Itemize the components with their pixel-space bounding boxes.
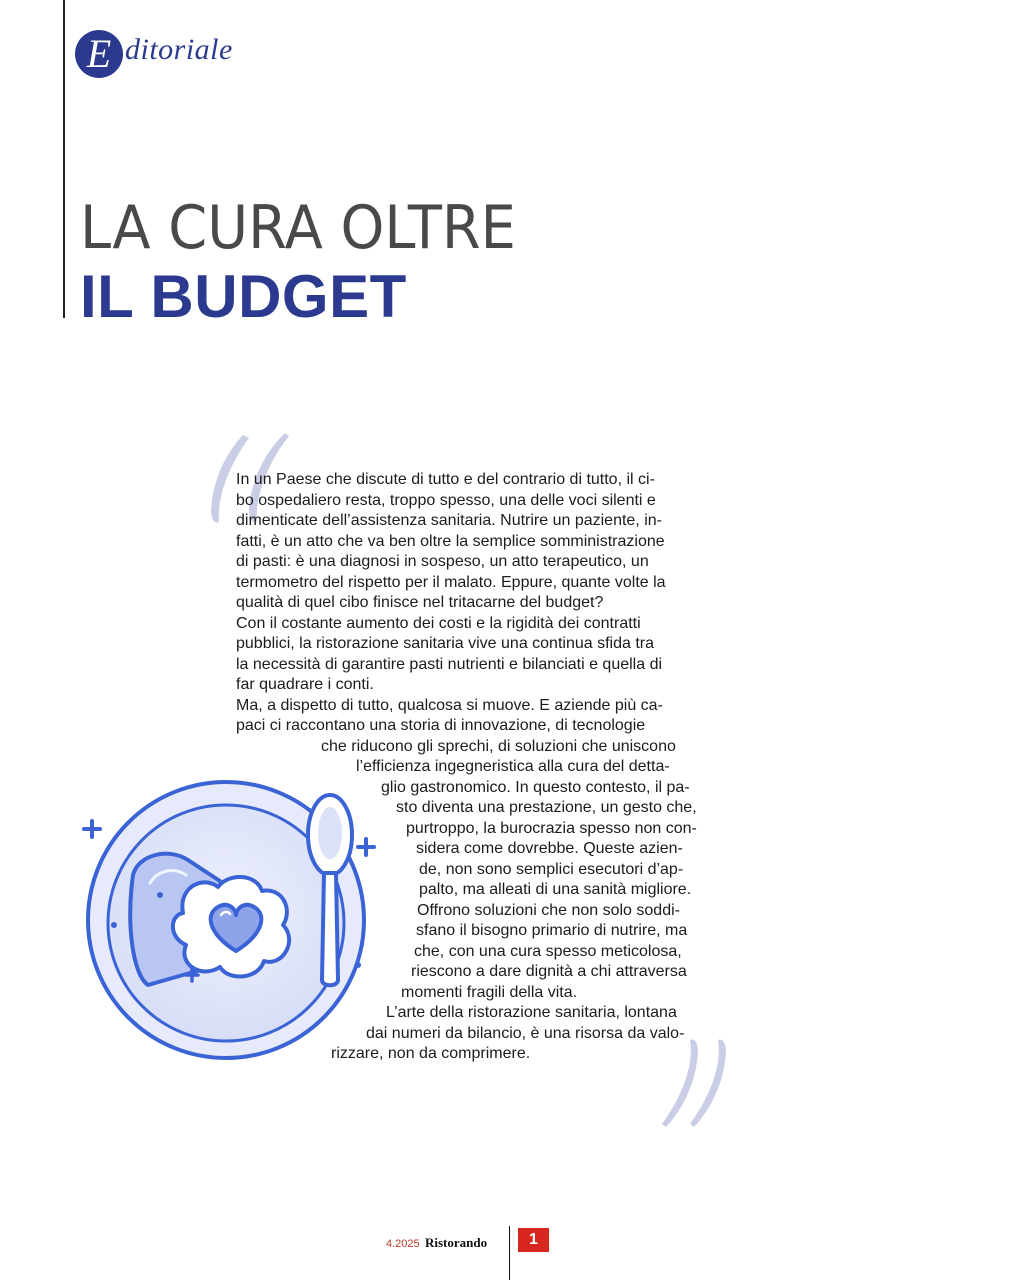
body-line: paci ci raccontano una storia di innovazione, di tecnologie [236,717,646,734]
body-line: rizzare, non da comprimere. [331,1045,531,1062]
body-line: che, con una cura spesso meticolosa, [414,942,682,960]
headline-line-1: LA CURA OLTRE [80,193,516,263]
headline-line-2: IL BUDGET [80,263,407,330]
body-line: momenti fragili della vita. [401,983,578,1001]
footer-divider [509,1226,510,1280]
body-line: Offrono soluzioni che non solo soddi- [417,901,680,919]
body-line: qualità di quel cibo finisce nel tritacarne del budget? [236,594,604,611]
margin-rule [63,0,65,318]
body-line: dimenticate dell’assistenza sanitaria. Nutrire un paziente, in- [236,512,662,529]
body-line: sto diventa una prestazione, un gesto che, [396,799,697,816]
body-line: Con il costante aumento dei costi e la rigidità dei contratti [236,614,641,632]
body-line: far quadrare i conti. [236,676,374,693]
body-line: bo ospedaliero resta, troppo spesso, una delle voci silenti e [236,491,656,509]
body-line: L’arte della ristorazione sanitaria, lontana [386,1004,677,1021]
body-line: glio gastronomico. In questo contesto, il pa- [381,778,690,796]
body-line: la necessità di garantire pasti nutrienti e bilanciati e quella di [236,655,663,673]
body-line: In un Paese che discute di tutto e del contrario di tutto, il ci- [236,471,655,488]
body-line: dai numeri da bilancio, è una risorsa da valo- [366,1024,685,1042]
body-line: sfano il bisogno primario di nutrire, ma [416,922,688,939]
page-number-badge: 1 [518,1228,549,1252]
section-initial-badge: E [75,30,123,78]
body-line: l’efficienza ingegneristica alla cura del detta- [356,758,670,775]
body-line: fatti, è un atto che va ben oltre la semplice somministrazione [236,532,665,550]
section-label: ditoriale [125,33,233,66]
magazine-name: Ristorando [425,1235,488,1250]
body-line: termometro del rispetto per il malato. Eppure, quante volte la [236,573,666,591]
body-line: che riducono gli sprechi, di soluzioni che uniscono [321,737,676,755]
body-line: pubblici, la ristorazione sanitaria vive una continua sfida tra [236,635,655,652]
body-line: riescono a dare dignità a chi attraversa [411,963,687,980]
body-line: de, non sono semplici esecutori d’ap- [419,860,684,878]
body-line: sidera come dovrebbe. Queste azien- [416,840,683,857]
body-line: palto, ma alleati di una sanità migliore. [419,881,692,898]
body-line: Ma, a dispetto di tutto, qualcosa si muove. E aziende più ca- [236,696,663,714]
body-line: di pasti: è una diagnosi in sospeso, un atto terapeutico, un [236,553,649,570]
plate-with-heart-illustration [78,775,388,1065]
body-line: purtroppo, la burocrazia spesso non con- [406,819,697,837]
issue-number: 4.2025 [386,1238,420,1250]
